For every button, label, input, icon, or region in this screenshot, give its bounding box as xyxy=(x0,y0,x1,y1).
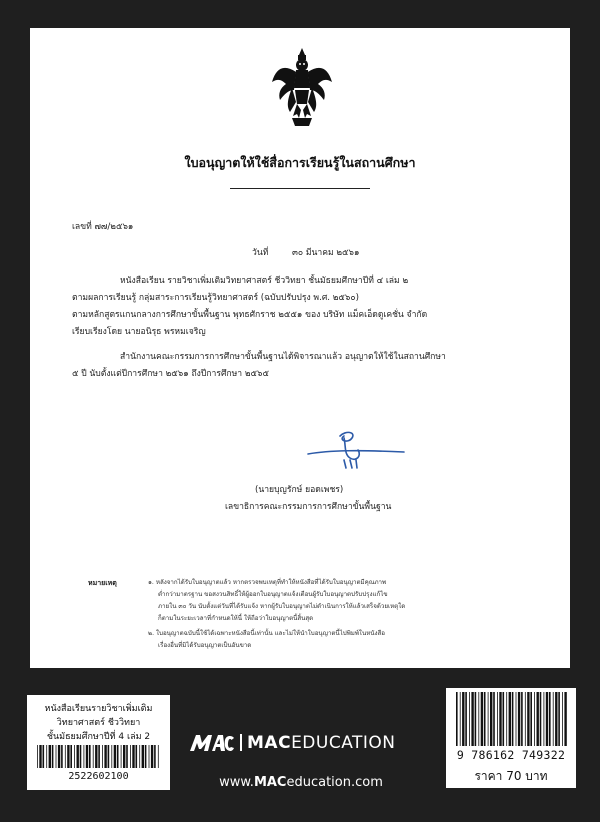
barcode-bar xyxy=(126,745,128,768)
barcode-bar xyxy=(456,692,458,746)
barcode-bar xyxy=(49,745,51,768)
barcode-bar xyxy=(158,745,159,768)
note-line-6: เรื่องอื่นที่มิได้รับอนุญาตเป็นอันขาด xyxy=(158,642,252,649)
barcode-bar xyxy=(503,692,505,746)
barcode-bar xyxy=(460,692,461,746)
barcode-bar xyxy=(104,745,106,768)
barcode-bar xyxy=(89,745,91,768)
barcode-bar xyxy=(151,745,153,768)
barcode-bar xyxy=(490,692,492,746)
barcode-bar xyxy=(117,745,119,768)
publisher-logo xyxy=(190,732,412,752)
barcode-bar xyxy=(74,745,75,768)
book-label-line-3: ชั้นมัธยมศึกษาปีที่ 4 เล่ม 2 xyxy=(46,732,151,742)
barcode-bar xyxy=(518,692,520,746)
barcode-bar xyxy=(37,745,38,768)
barcode-bar xyxy=(58,745,60,768)
barcode-bar xyxy=(525,692,526,746)
barcode-bar xyxy=(80,745,82,768)
book-label-line-2: วิทยาศาสตร์ ชีววิทยา xyxy=(56,718,141,728)
barcode-bar xyxy=(136,745,138,768)
barcode-bar xyxy=(86,745,88,768)
isbn-sticker xyxy=(446,688,576,788)
isbn-barcode-icon xyxy=(454,692,568,746)
price-label: ราคา 70 บาท xyxy=(474,769,548,783)
barcode-bar xyxy=(558,692,560,746)
barcode-bar xyxy=(546,692,548,746)
barcode-icon xyxy=(35,745,162,768)
title-divider xyxy=(230,188,370,189)
book-label-line-1: หนังสือเรียนรายวิชาเพิ่มเติม xyxy=(44,704,153,714)
barcode-bar xyxy=(123,745,125,768)
barcode-bar xyxy=(512,692,514,746)
mac-logo-mark-icon xyxy=(190,732,234,752)
barcode-bar xyxy=(475,692,477,746)
book-barcode-number: 2522602100 xyxy=(68,771,129,782)
signer-title: เลขาธิการคณะกรรมการการศึกษาขั้นพื้นฐาน xyxy=(225,502,392,512)
signature-icon xyxy=(300,428,410,474)
barcode-bar xyxy=(478,692,479,746)
barcode-bar xyxy=(145,745,147,768)
barcode-bar xyxy=(537,692,539,746)
body-line-3: ตามหลักสูตรแกนกลางการศึกษาขั้นพื้นฐาน พุทธศักราช ๒๕๕๑ ของ บริษัท แม็คเอ็ดดูเคชั่น จำกัด xyxy=(72,310,428,320)
barcode-bar xyxy=(465,692,467,746)
barcode-bar xyxy=(562,692,563,746)
publisher-name: MACEDUCATION xyxy=(247,733,396,753)
note-line-1: ๑. หลังจากได้รับใบอนุญาตแล้ว หากตรวจพบเหตุที่ทำให้หนังสือที่ได้รับใบอนุญาตมีคุณภาพ xyxy=(148,579,387,586)
barcode-bar xyxy=(98,745,100,768)
barcode-bar xyxy=(516,692,517,746)
barcode-bar xyxy=(534,692,535,746)
barcode-bar xyxy=(70,745,72,768)
barcode-bar xyxy=(506,692,507,746)
barcode-bar xyxy=(499,692,501,746)
barcode-bar xyxy=(77,745,79,768)
barcode-bar xyxy=(553,692,554,746)
barcode-bar xyxy=(139,745,140,768)
barcode-bar xyxy=(521,692,523,746)
barcode-bar xyxy=(564,692,566,746)
note-line-5: ๒. ใบอนุญาตฉบับนี้ใช้ได้เฉพาะหนังสือนี้เท่านั้น และไม่ให้นำใบอนุญาตนี้ไปพิมพ์ในหนังสือ xyxy=(148,630,386,637)
barcode-bar xyxy=(111,745,112,768)
barcode-bar xyxy=(471,692,473,746)
barcode-bar xyxy=(67,745,69,768)
barcode-bar xyxy=(61,745,63,768)
body-line-2: ตามผลการเรียนรู้ กลุ่มสาระการเรียนรู้วิทยาศาสตร์ (ฉบับปรับปรุง พ.ศ. ๒๕๖๐) xyxy=(72,293,359,303)
barcode-bar xyxy=(149,745,150,768)
barcode-bar xyxy=(114,745,116,768)
garuda-emblem-icon xyxy=(270,46,334,130)
body-line-4: เรียบเรียงโดย นายอนิรุธ พรหมเจริญ xyxy=(72,327,206,337)
publisher-url[interactable]: www.MACeducation.com xyxy=(219,775,383,790)
barcode-bar xyxy=(549,692,551,746)
approval-line-2: ๕ ปี นับตั้งแต่ปีการศึกษา ๒๕๖๑ ถึงปีการศึกษา ๒๕๖๕ xyxy=(72,369,269,379)
barcode-bar xyxy=(481,692,483,746)
barcode-bar xyxy=(509,692,511,746)
note-line-4: ก็ตามในระยะเวลาที่กำหนดให้นี้ ให้ถือว่าใบอนุญาตนี้สิ้นสุด xyxy=(158,615,314,622)
body-line-1: หนังสือเรียน รายวิชาเพิ่มเติมวิทยาศาสตร์ ชีววิทยา ชั้นมัธยมศึกษาปีที่ ๔ เล่ม ๒ xyxy=(120,276,409,286)
barcode-bar xyxy=(52,745,54,768)
barcode-bar xyxy=(95,745,97,768)
isbn-number: 9 786162 749322 xyxy=(456,748,566,762)
barcode-bar xyxy=(488,692,489,746)
barcode-bar xyxy=(484,692,486,746)
notes-label: หมายเหตุ xyxy=(88,579,117,587)
barcode-bar xyxy=(530,692,532,746)
barcode-bar xyxy=(46,745,47,768)
barcode-bar xyxy=(555,692,557,746)
license-document xyxy=(30,28,570,668)
barcode-bar xyxy=(56,745,57,768)
barcode-bar xyxy=(497,692,498,746)
barcode-bar xyxy=(43,745,45,768)
book-label-sticker xyxy=(27,695,170,790)
barcode-bar xyxy=(544,692,545,746)
barcode-bar xyxy=(142,745,144,768)
barcode-bar xyxy=(93,745,94,768)
barcode-bar xyxy=(132,745,134,768)
note-line-2: ต่ำกว่ามาตรฐาน ขอสงวนสิทธิ์ให้ผู้ออกใบอนุญาตแจ้งเตือนผู้รับใบอนุญาตปรับปรุงแก้ไข xyxy=(158,591,388,598)
barcode-bar xyxy=(130,745,131,768)
barcode-bar xyxy=(462,692,464,746)
signer-name: (นายบุญรักษ์ ยอดเพชร) xyxy=(255,485,344,495)
barcode-bar xyxy=(121,745,122,768)
barcode-bar xyxy=(84,745,85,768)
note-line-3: ภายใน ๓๐ วัน นับตั้งแต่วันที่ได้รับแจ้ง หากผู้รับใบอนุญาตไม่ดำเนินการให้แล้วเสร็จด้วยเหตุใด xyxy=(158,603,406,610)
barcode-bar xyxy=(527,692,529,746)
document-title: ใบอนุญาตให้ใช้สื่อการเรียนรู้ในสถานศึกษา xyxy=(184,155,416,170)
logo-separator xyxy=(240,734,242,751)
approval-line-1: สำนักงานคณะกรรมการการศึกษาขั้นพื้นฐานได้พิจารณาแล้ว อนุญาตให้ใช้ในสถานศึกษา xyxy=(120,352,446,362)
barcode-bar xyxy=(469,692,470,746)
barcode-bar xyxy=(102,745,103,768)
date-value: ๓๐ มีนาคม ๒๕๖๑ xyxy=(292,248,360,258)
barcode-bar xyxy=(540,692,542,746)
document-number: เลขที่ ๗๗/๒๕๖๑ xyxy=(72,222,134,232)
barcode-bar xyxy=(65,745,66,768)
date-label: วันที่ xyxy=(252,248,269,258)
barcode-bar xyxy=(108,745,110,768)
barcode-bar xyxy=(39,745,41,768)
barcode-bar xyxy=(154,745,156,768)
barcode-bar xyxy=(493,692,495,746)
